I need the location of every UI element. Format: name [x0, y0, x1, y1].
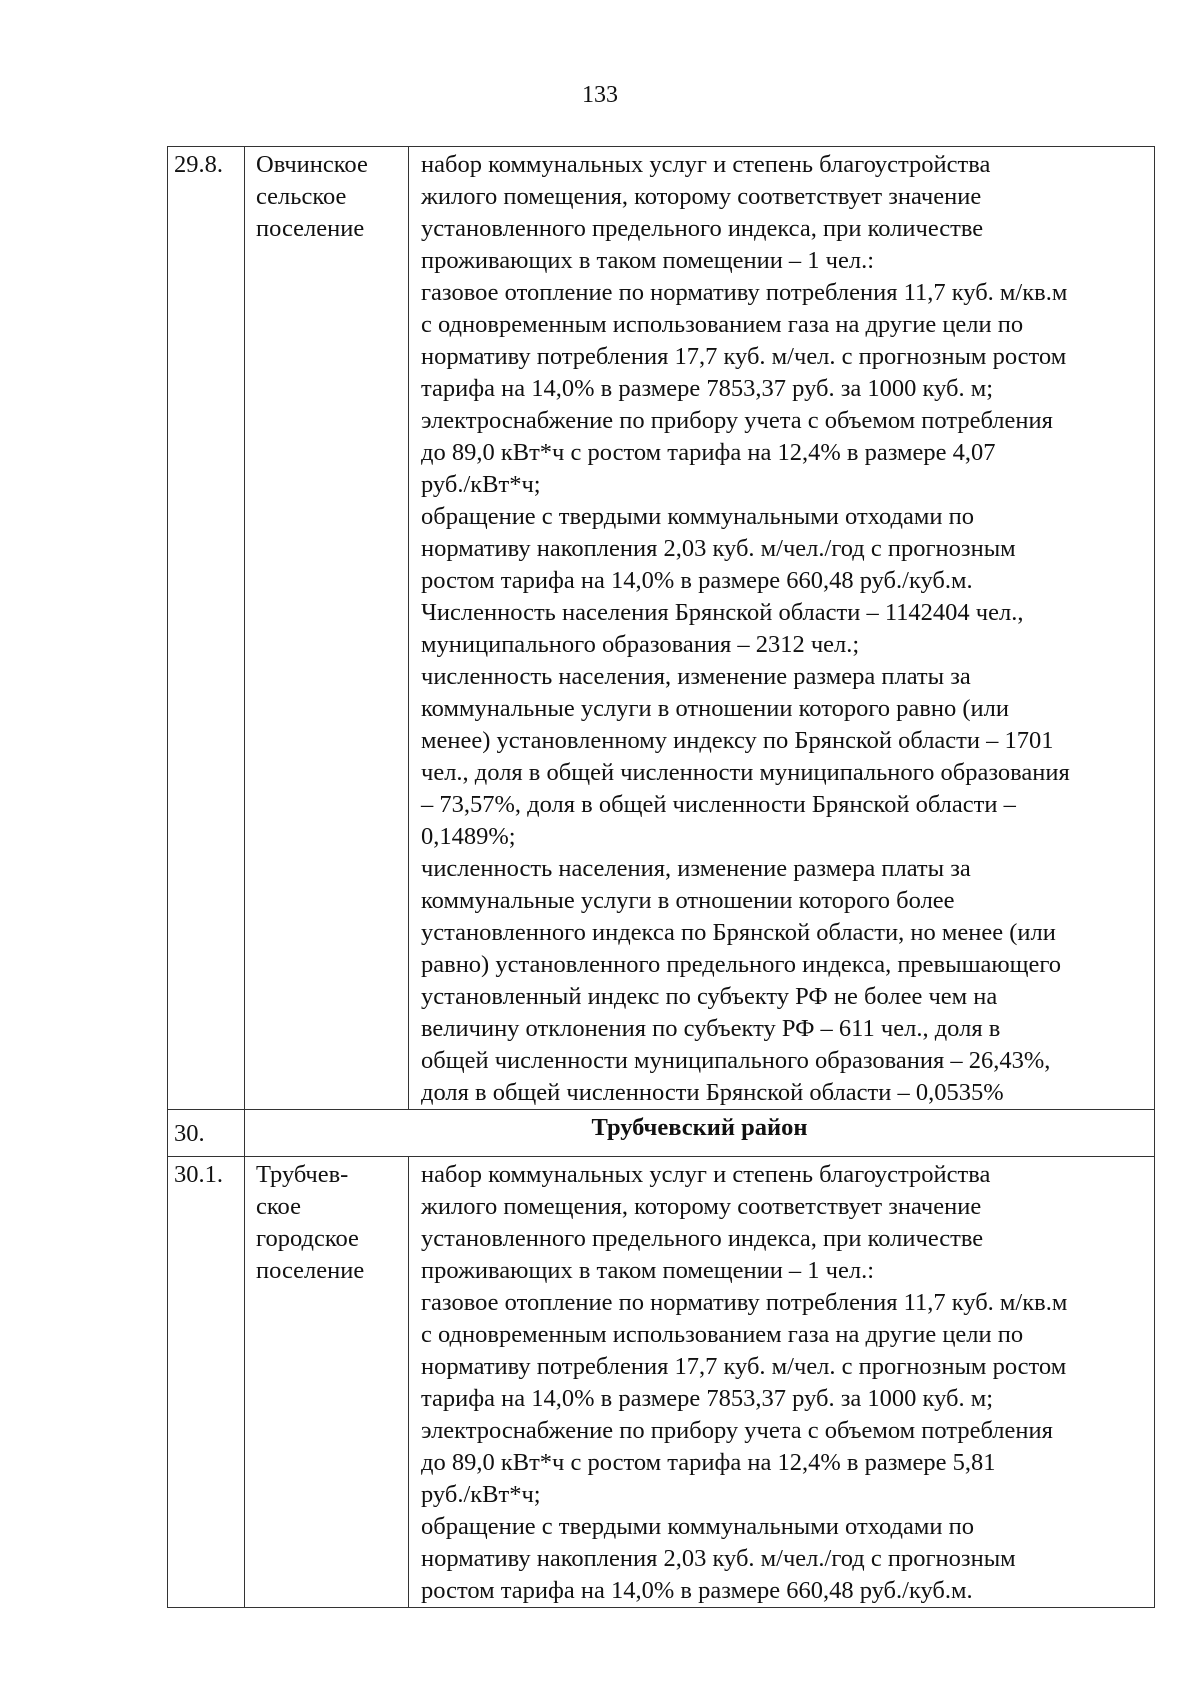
- page-number: 133: [582, 82, 618, 108]
- municipality-name: [245, 147, 409, 1110]
- table-row: [168, 147, 1155, 1110]
- section-title: Трубчевский район: [245, 1110, 1155, 1157]
- tariff-table: [167, 146, 1155, 1608]
- municipality-name-text: Трубчев- ское городское поселение: [256, 1161, 365, 1284]
- municipality-name-text: Овчинское сельское поселение: [256, 151, 368, 242]
- description-text: набор коммунальных услуг и степень благоустройства жилого помещения, которому соответствует значение установленного предельного индекса, при количестве проживающих в таком помещении – 1 чел.: газовое отопление по нормативу потребления 11,7 куб. м/кв.м с одновременным использованием газа на другие цели по нормативу потребления 17,7 куб. м/чел. с прогнозным ростом тарифа на 14,0% в размере 7853,37 руб. за 1000 куб. м; электроснабжение по прибору учета с объемом потребления до 89,0 кВт*ч с ростом тарифа на 12,4% в размере 5,81 руб./кВт*ч; обращение с твердыми коммунальными отходами по нормативу накопления 2,03 куб. м/чел./год с прогнозным ростом тарифа на 14,0% в размере 660,48 руб./куб.м.: [421, 1161, 1068, 1604]
- row-number: 30.1.: [168, 1157, 245, 1608]
- row-number: 29.8.: [168, 147, 245, 1110]
- section-row: [168, 1110, 1155, 1157]
- description-cell: [409, 147, 1155, 1110]
- section-number: 30.: [168, 1110, 245, 1157]
- municipality-name: [245, 1157, 409, 1608]
- description-cell: [409, 1157, 1155, 1608]
- description-text: набор коммунальных услуг и степень благоустройства жилого помещения, которому соответствует значение установленного предельного индекса, при количестве проживающих в таком помещении – 1 чел.: газовое отопление по нормативу потребления 11,7 куб. м/кв.м с одновременным использованием газа на другие цели по нормативу потребления 17,7 куб. м/чел. с прогнозным ростом тарифа на 14,0% в размере 7853,37 руб. за 1000 куб. м; электроснабжение по прибору учета с объемом потребления до 89,0 кВт*ч с ростом тарифа на 12,4% в размере 4,07 руб./кВт*ч; обращение с твердыми коммунальными отходами по нормативу накопления 2,03 куб. м/чел./год с прогнозным ростом тарифа на 14,0% в размере 660,48 руб./куб.м. Численность населения Брянской области – 1142404 чел., муниципального образования – 2312 чел.; численность населения, изменение размера платы за коммунальные услуги в отношении которого равно (или менее) установленному индексу по Брянской области – 1701 чел., доля в общей численности муниципального образования – 73,57%, доля в общей численности Брянской области – 0,1489%; численность населения, изменение размера платы за коммунальные услуги в отношении которого более установленного индекса по Брянской области, но менее (или равно) установленного предельного индекса, превышающего установленный индекс по субъекту РФ не более чем на величину отклонения по субъекту РФ – 611 чел., доля в общей численности муниципального образования – 26,43%, доля в общей численности Брянской области – 0,0535%: [421, 151, 1070, 1106]
- table-row: [168, 1157, 1155, 1608]
